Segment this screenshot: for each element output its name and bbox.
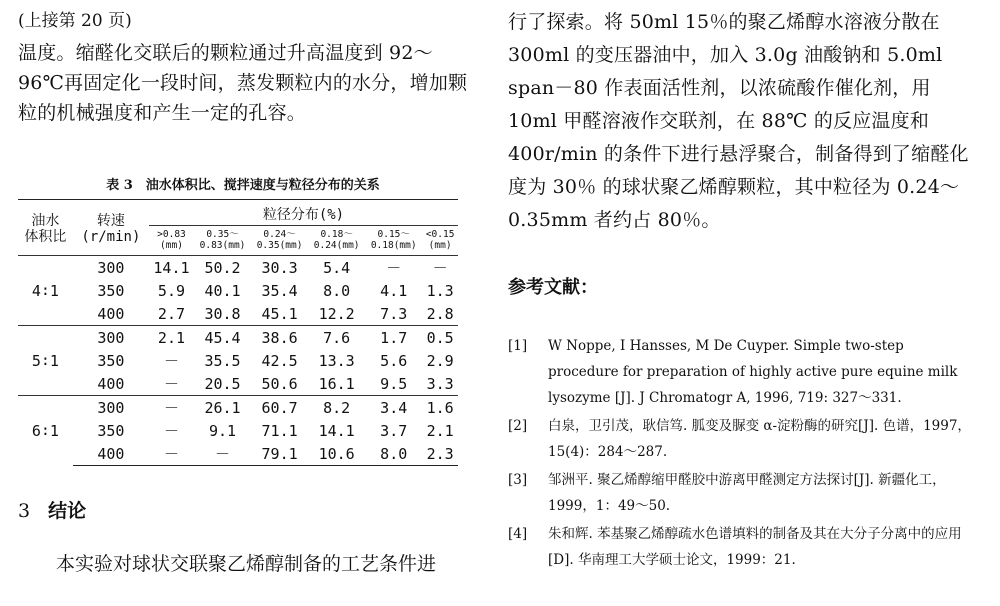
speed-cell: 400 [97,374,125,393]
value-cell: 12.2 [318,304,355,323]
col-header-speed: 转速 (r/min) [73,200,149,256]
particle-size-table [18,199,458,466]
speed-cell: 350 [97,281,125,300]
left-paragraph: 温度。缩醛化交联后的颗粒通过升高温度到 92～96℃再固定化一段时间，蒸发颗粒内的水分，增加颗粒的机械强度和产生一定的孔容。 [18,42,468,124]
speed-cell: 350 [97,351,125,370]
reference-item [508,467,978,519]
value-cell: 30.8 [204,304,241,323]
reference-index: [2] [508,418,528,434]
value-cell: 38.6 [251,326,308,350]
size-range-header: 0.15～ 0.18(mm) [365,226,422,256]
references-title: 参考文献： [508,277,598,298]
value-cell: 45.4 [194,326,251,350]
size-range-header: <0.15 (mm) [422,226,458,256]
size-range-header: >0.83 (mm) [149,226,194,256]
value-cell: 5.9 [157,281,186,300]
value-cell: 7.6 [308,326,365,350]
reference-text: W Noppe, I Hansses, M De Cuyper. Simple two-step procedure for preparation of highly active pure equine milk lysozyme [J]. J Chromatogr A, 1996, 719: 327～331. [548,338,958,406]
reference-text: 邹洲平. 聚乙烯醇缩甲醛胶中游离甲醛测定方法探讨[J]. 新疆化工，1999，1：49～50. [548,472,946,514]
value-cell: 9.5 [380,374,408,393]
value-cell: 10.6 [308,442,365,466]
continued-note: (上接第 20 页) [18,11,132,31]
value-cell: 50.2 [204,258,241,277]
value-cell: 2.7 [157,304,186,323]
value-cell: － [386,259,402,277]
value-cell: － [149,442,194,466]
value-cell: 79.1 [251,442,308,466]
value-cell: 14.1 [153,258,190,277]
reference-text: 朱和辉. 苯基聚乙烯醇疏水色谱填料的制备及其在大分子分离中的应用[D]. 华南理工大学硕士论文，1999：21. [548,526,962,568]
section-title: 结论 [48,500,87,522]
value-cell: 30.3 [261,258,298,277]
value-cell: 8.2 [308,396,365,420]
value-cell: 50.6 [261,374,298,393]
reference-text: 白泉，卫引茂，耿信笃. 胍变及脲变 α-淀粉酶的研究[J]. 色谱，1997，15(4)：284～287. [548,418,971,460]
value-cell: 3.4 [365,396,422,420]
value-cell: 1.6 [422,396,458,420]
value-cell: 5.6 [380,351,408,370]
value-cell: 3.7 [380,421,408,440]
value-cell: － [163,375,179,393]
value-cell: 20.5 [204,374,241,393]
table-row [18,442,458,466]
value-cell: 26.1 [194,396,251,420]
value-cell: 8.0 [365,442,422,466]
size-range-header: 0.18～ 0.24(mm) [308,226,365,256]
right-column [508,0,978,575]
value-cell: － [163,352,179,370]
value-cell: 42.5 [261,351,298,370]
speed-cell: 400 [73,442,149,466]
value-cell: 2.9 [426,351,454,370]
value-cell: 3.3 [426,374,454,393]
speed-cell: 300 [73,396,149,420]
value-cell: 9.1 [208,421,237,440]
value-cell: 2.3 [422,442,458,466]
value-cell: 60.7 [251,396,308,420]
col-header-ratio: 油水 体积比 [18,200,73,256]
table-row [18,326,458,350]
references-list [508,333,978,573]
table-row [18,279,458,302]
value-cell: 16.1 [318,374,355,393]
ratio-cell: 5∶1 [18,326,73,396]
ratio-cell: 4∶1 [31,281,59,300]
table-body [18,256,458,466]
speed-cell: 350 [97,421,125,440]
table-row [18,256,458,280]
value-cell: 0.5 [422,326,458,350]
table-row [18,372,458,396]
size-range-header: 0.35～ 0.83(mm) [194,226,251,256]
reference-index: [3] [508,472,528,488]
speed-cell: 300 [73,326,149,350]
value-cell: － [149,396,194,420]
right-paragraph: 行了探索。将 50ml 15％的聚乙烯醇水溶液分散在 300ml 的变压器油中，加入 3.0g 油酸钠和 5.0ml span－80 作表面活性剂，以浓硫酸作催化剂，用 10ml 甲醛溶液作交联剂，在 88℃ 的反应温度和 400r/min 的条件下进行悬浮聚合，制备得到了缩醛化度为 30％ 的球状聚乙烯醇颗粒，其中粒径为 0.24～0.35mm 者约占 80％。 [508,11,969,231]
value-cell: 1.3 [426,281,454,300]
reference-index: [1] [508,338,528,354]
reference-index: [4] [508,526,528,542]
value-cell: 14.1 [318,421,355,440]
left-column [18,0,468,576]
size-range-header: 0.24～ 0.35(mm) [251,226,308,256]
section-number: 3 [18,500,31,522]
value-cell: 71.1 [261,421,298,440]
table-row [18,419,458,442]
value-cell: 2.1 [149,326,194,350]
reference-item [508,333,978,411]
value-cell: 40.1 [204,281,241,300]
value-cell: 7.3 [380,304,408,323]
table-row [18,349,458,372]
value-cell: 4.1 [380,281,408,300]
ratio-cell: 6∶1 [18,396,73,466]
value-cell: 1.7 [365,326,422,350]
speed-cell: 300 [97,258,125,277]
value-cell: 5.4 [323,258,351,277]
value-cell: 2.8 [426,304,454,323]
value-cell: 13.3 [318,351,355,370]
value-cell: － [163,422,179,440]
value-cell: － [432,259,448,277]
value-cell: 2.1 [426,421,454,440]
reference-item [508,413,978,465]
value-cell: 35.5 [204,351,241,370]
table-row [18,302,458,326]
value-cell: 8.0 [323,281,351,300]
col-header-size-distribution: 粒径分布(%) [149,200,458,226]
reference-item [508,521,978,573]
value-cell: 35.4 [261,281,298,300]
value-cell: － [194,442,251,466]
speed-cell: 400 [97,304,125,323]
table-row [18,396,458,420]
table-caption: 表 3 油水体积比、搅拌速度与粒径分布的关系 [106,178,380,193]
section-heading [18,496,468,523]
value-cell: 45.1 [261,304,298,323]
section-body: 本实验对球状交联聚乙烯醇制备的工艺条件进 [56,553,437,575]
